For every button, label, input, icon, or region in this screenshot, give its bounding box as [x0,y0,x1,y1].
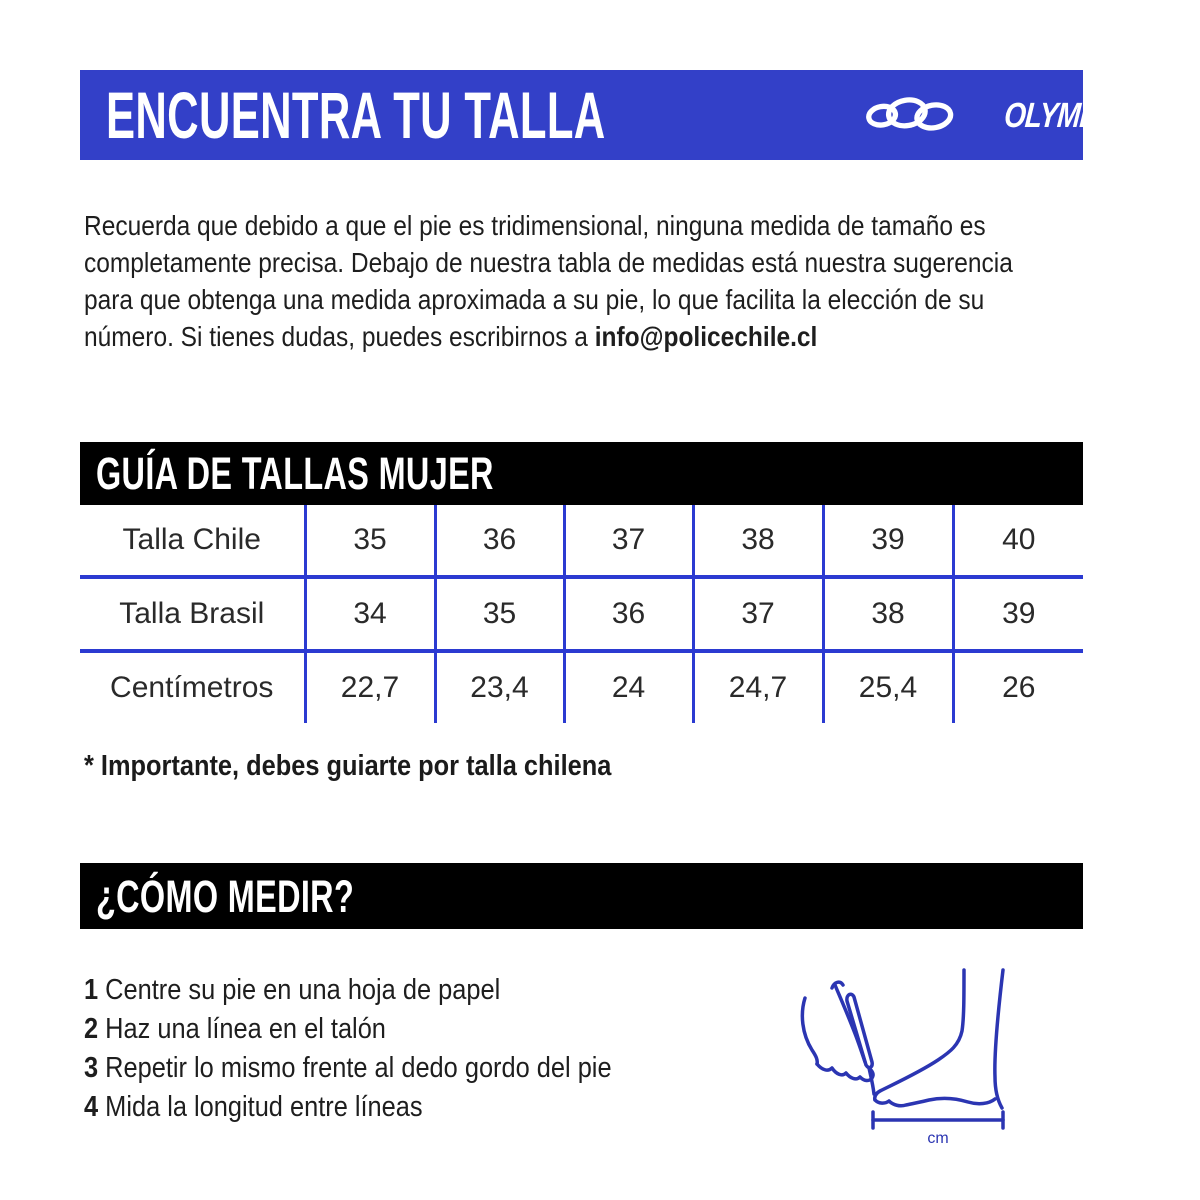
intro-last-line-text: número. Si tienes dudas, puedes escribirnos a [84,321,595,352]
step-number: 4 [84,1091,99,1123]
hand-fingers-line [817,1064,873,1081]
intro-line [84,318,1012,355]
row-label: Centímetros [80,651,305,723]
size-value-cell: 23,4 [435,651,564,723]
page-title: ENCUENTRA TU TALLA [106,78,606,152]
size-value-cell: 38 [693,505,823,577]
row-label: Talla Brasil [80,577,305,651]
size-value-cell: 35 [305,505,435,577]
size-table [80,505,1083,723]
size-value-cell: 38 [823,577,953,651]
foot-top-line [875,970,964,1100]
step-number: 1 [84,974,99,1006]
intro-paragraph [84,207,1144,355]
table-row [80,577,1083,651]
size-value-cell: 36 [564,577,693,651]
size-value-cell: 26 [953,651,1083,723]
size-value-cell: 37 [693,577,823,651]
size-value-cell: 39 [823,505,953,577]
olympikus-rings-icon [863,86,955,144]
measuring-step [84,971,612,1010]
header-bar [80,70,1164,160]
olympikus-logo [863,86,1164,144]
step-text: Centre su pie en una hoja de papel [105,974,501,1006]
contact-email[interactable]: info@policechile.cl [594,321,818,352]
size-value-cell: 37 [564,505,693,577]
foot-measuring-illustration [792,952,1027,1152]
size-value-cell: 40 [953,505,1083,577]
olympikus-wordmark: OLYMPIKUS [1002,95,1164,135]
how-to-measure-title: ¿CÓMO MEDIR? [96,870,355,922]
size-value-cell: 35 [435,577,564,651]
hand-wrist-line [802,998,817,1064]
table-row [80,505,1083,577]
measuring-step [84,1010,612,1049]
step-text: Repetir lo mismo frente al dedo gordo del pie [105,1052,612,1084]
how-to-measure-section-bar [80,863,1083,929]
size-value-cell: 34 [305,577,435,651]
size-value-cell: 24,7 [693,651,823,723]
intro-line: Recuerda que debido a que el pie es tridimensional, ninguna medida de tamaño es [84,210,986,241]
foot-sole-line [875,1098,995,1106]
table-row [80,651,1083,723]
size-value-cell: 24 [564,651,693,723]
leg-back-line [995,970,1003,1108]
size-value-cell: 39 [953,577,1083,651]
intro-line: completamente precisa. Debajo de nuestra tabla de medidas está nuestra sugerencia [84,247,1013,278]
size-table-body [80,505,1083,723]
pen-icon [847,994,872,1067]
size-guide-title: GUÍA DE TALLAS MUJER [96,448,494,499]
measuring-step [84,1049,612,1088]
step-text: Mida la longitud entre líneas [105,1091,423,1123]
important-note: * Importante, debes guiarte por talla chilena [84,750,612,782]
size-value-cell: 22,7 [305,651,435,723]
step-number: 3 [84,1052,99,1084]
measuring-step [84,1088,612,1127]
step-text: Haz una línea en el talón [105,1013,386,1045]
cm-label: cm [927,1130,949,1147]
step-number: 2 [84,1013,99,1045]
size-value-cell: 25,4 [823,651,953,723]
measuring-steps [84,971,687,1127]
size-value-cell: 36 [435,505,564,577]
row-label: Talla Chile [122,523,261,556]
intro-line: para que obtenga una medida aproximada a su pie, lo que facilita la elección de su [84,284,985,315]
size-guide-section-bar [80,442,1083,505]
